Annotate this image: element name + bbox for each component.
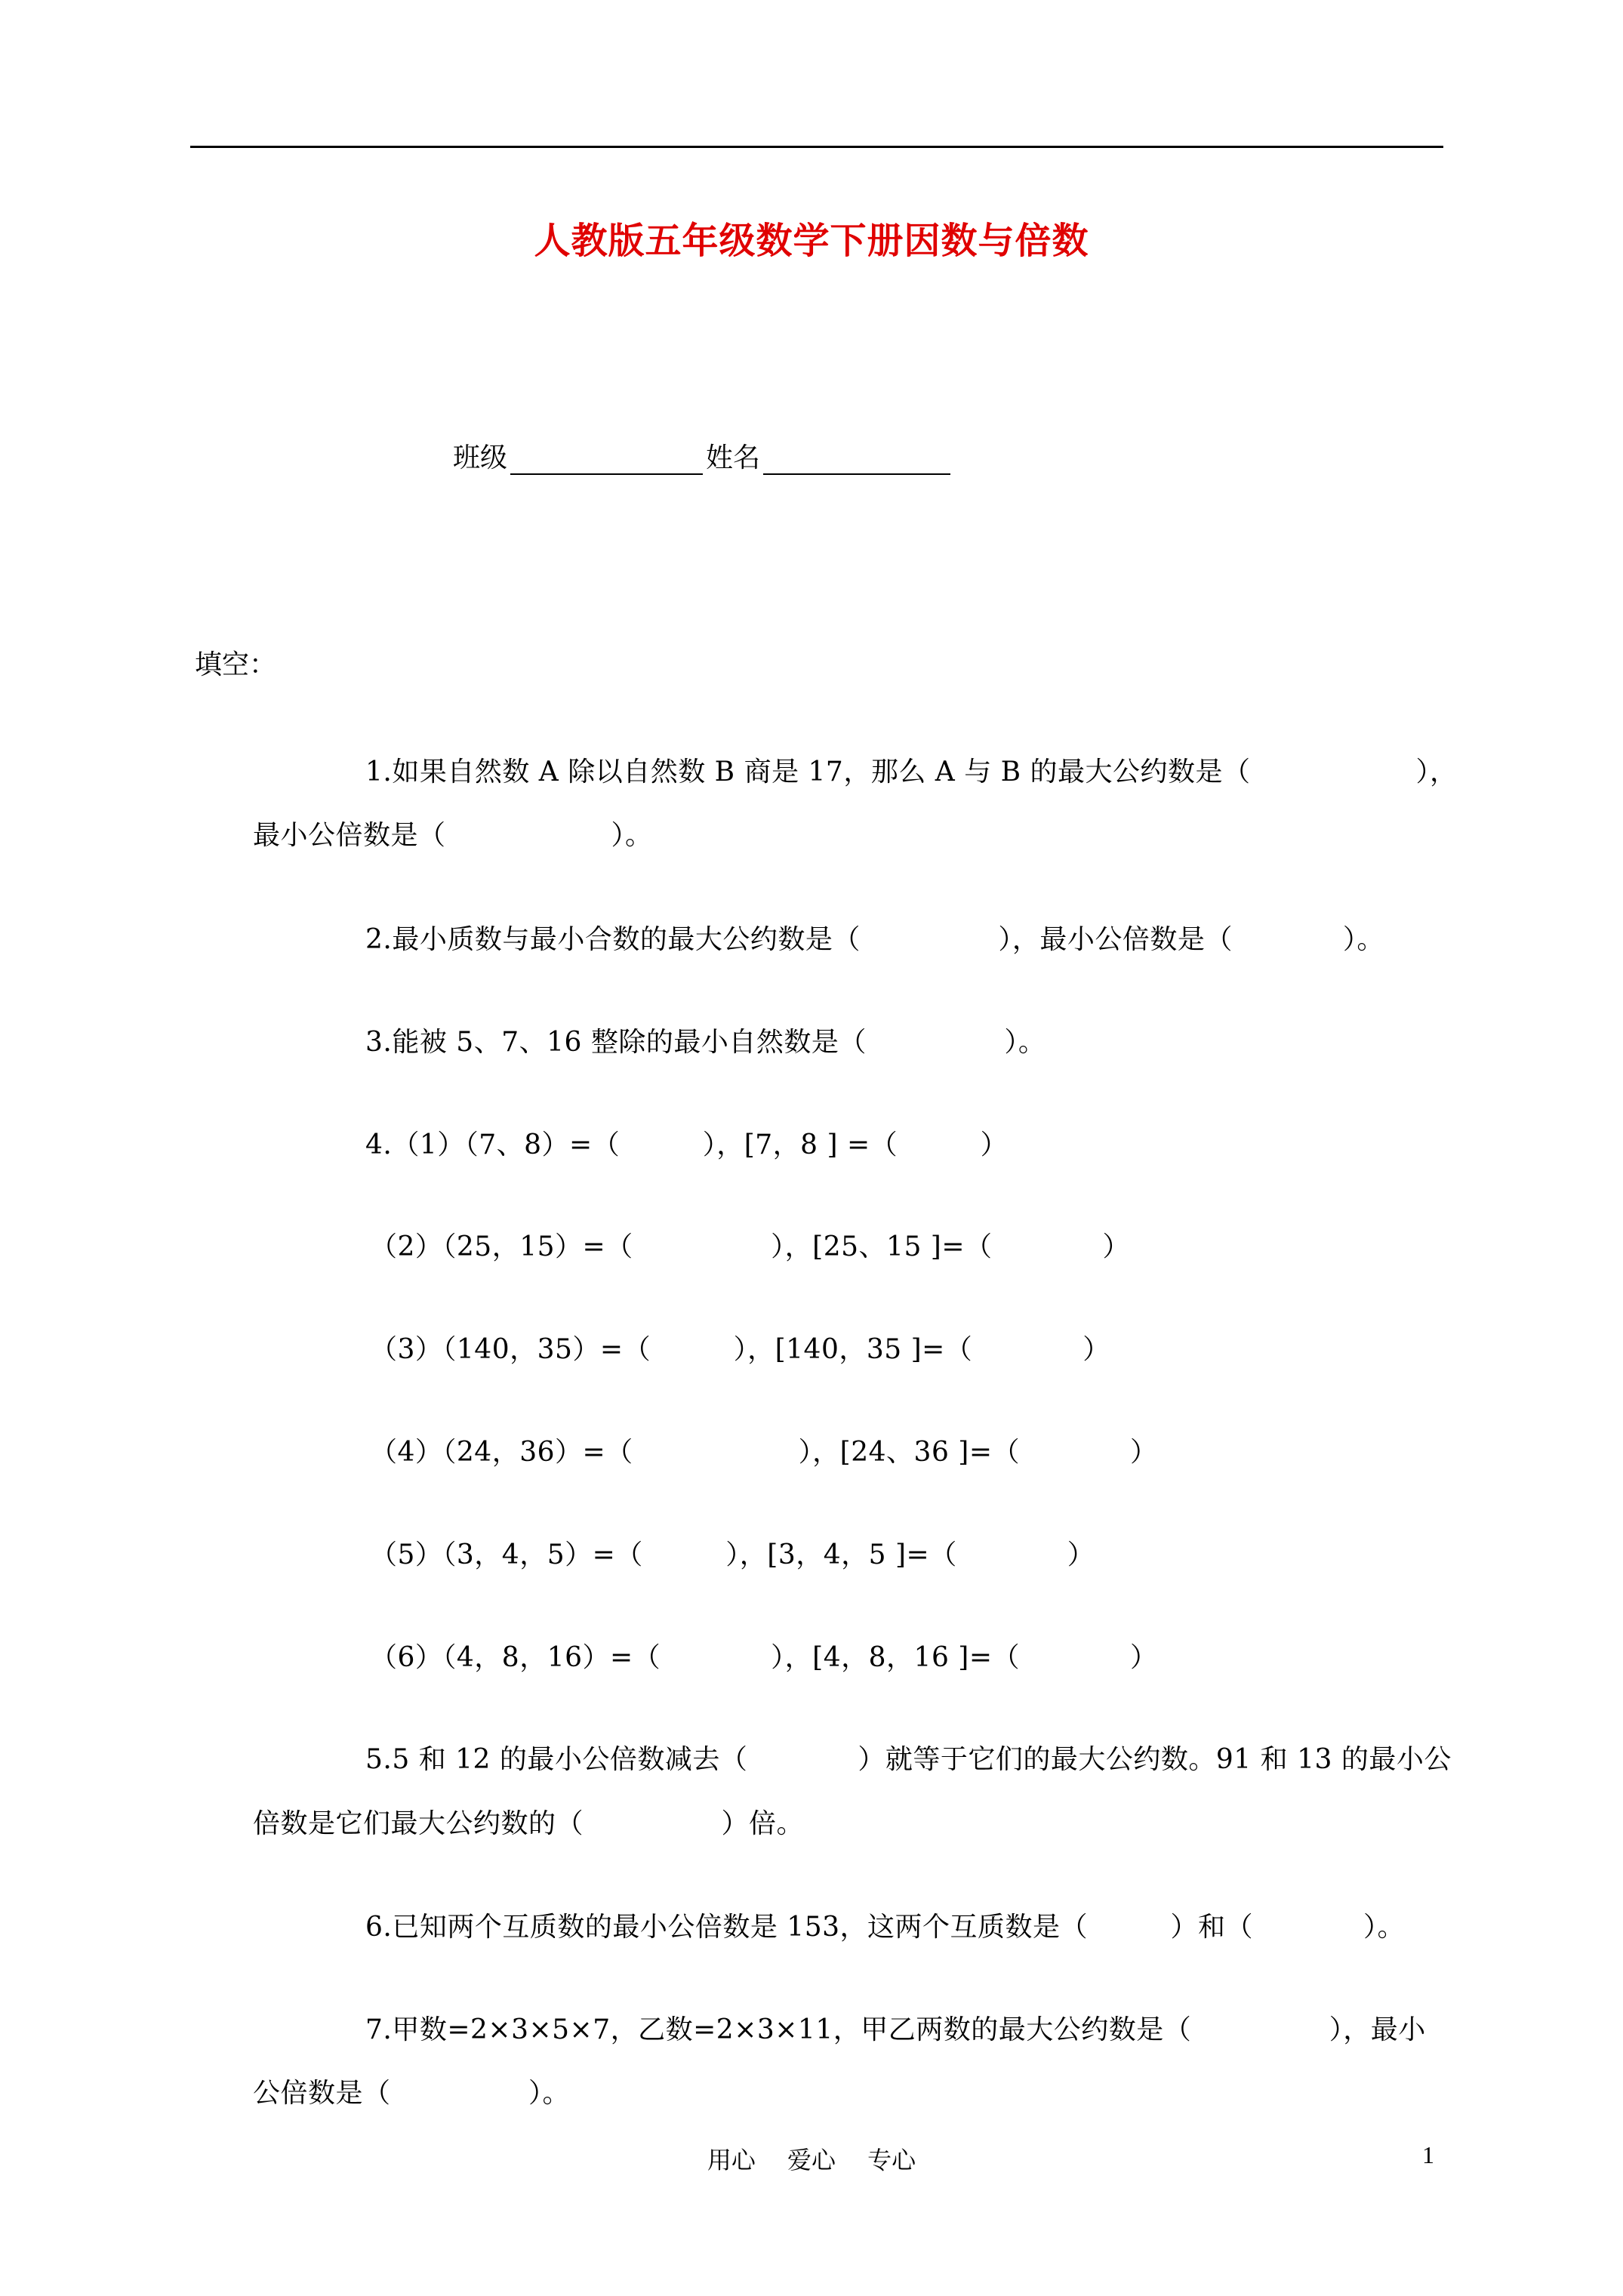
question-4-part-1: 4.（1）（7、8）=（ ），[7，8 ] =（ ） <box>365 1130 1009 1160</box>
question-2: 2.最小质数与最小合数的最大公约数是（ ），最小公倍数是（ ）。 <box>365 924 1384 955</box>
question-4-part-6: （6）（4，8，16）=（ ），[4，8，16 ]=（ ） <box>370 1642 1158 1673</box>
question-1-line-1: 1.如果自然数 A 除以自然数 B 商是 17，那么 A 与 B 的最大公约数是（ ）， <box>365 757 1458 787</box>
question-7-line-1: 7.甲数=2×3×5×7，乙数=2×3×11，甲乙两数的最大公约数是（ ），最小 <box>365 2014 1426 2045</box>
page-number: 1 <box>1422 2141 1434 2168</box>
name-blank[interactable] <box>763 443 950 475</box>
header-rule <box>190 146 1443 148</box>
class-label: 班级 <box>453 442 508 473</box>
student-info-line <box>453 436 953 475</box>
section-heading: 填空： <box>195 649 277 680</box>
question-6: 6.已知两个互质数的最小公倍数是 153，这两个互质数是（ ）和（ ）。 <box>365 1912 1406 1943</box>
footer-motto: 用心 爱心 专心 <box>707 2146 916 2174</box>
question-4-part-4: （4）（24，36）=（ ），[24、36 ]=（ ） <box>370 1437 1158 1468</box>
name-label: 姓名 <box>706 442 761 473</box>
question-7-line-2: 公倍数是（ ）。 <box>253 2078 571 2109</box>
question-4-part-5: （5）（3，4，5）=（ ），[3，4，5 ]=（ ） <box>370 1539 1095 1570</box>
question-4-part-2: （2）（25，15）=（ ），[25、15 ]=（ ） <box>370 1231 1131 1262</box>
question-3: 3.能被 5、7、16 整除的最小自然数是（ ）。 <box>365 1027 1046 1058</box>
question-5-line-2: 倍数是它们最大公约数的（ ）倍。 <box>253 1808 805 1839</box>
question-4-part-3: （3）（140，35）=（ ），[140，35 ]=（ ） <box>370 1334 1110 1365</box>
class-blank[interactable] <box>510 443 703 475</box>
question-5-line-1: 5.5 和 12 的最小公倍数减去（ ）就等于它们的最大公约数。91 和 13 的最小公 <box>365 1744 1452 1775</box>
question-1-line-2: 最小公倍数是（ ）。 <box>253 820 653 851</box>
document-title: 人教版五年级数学下册因数与倍数 <box>534 220 1089 262</box>
